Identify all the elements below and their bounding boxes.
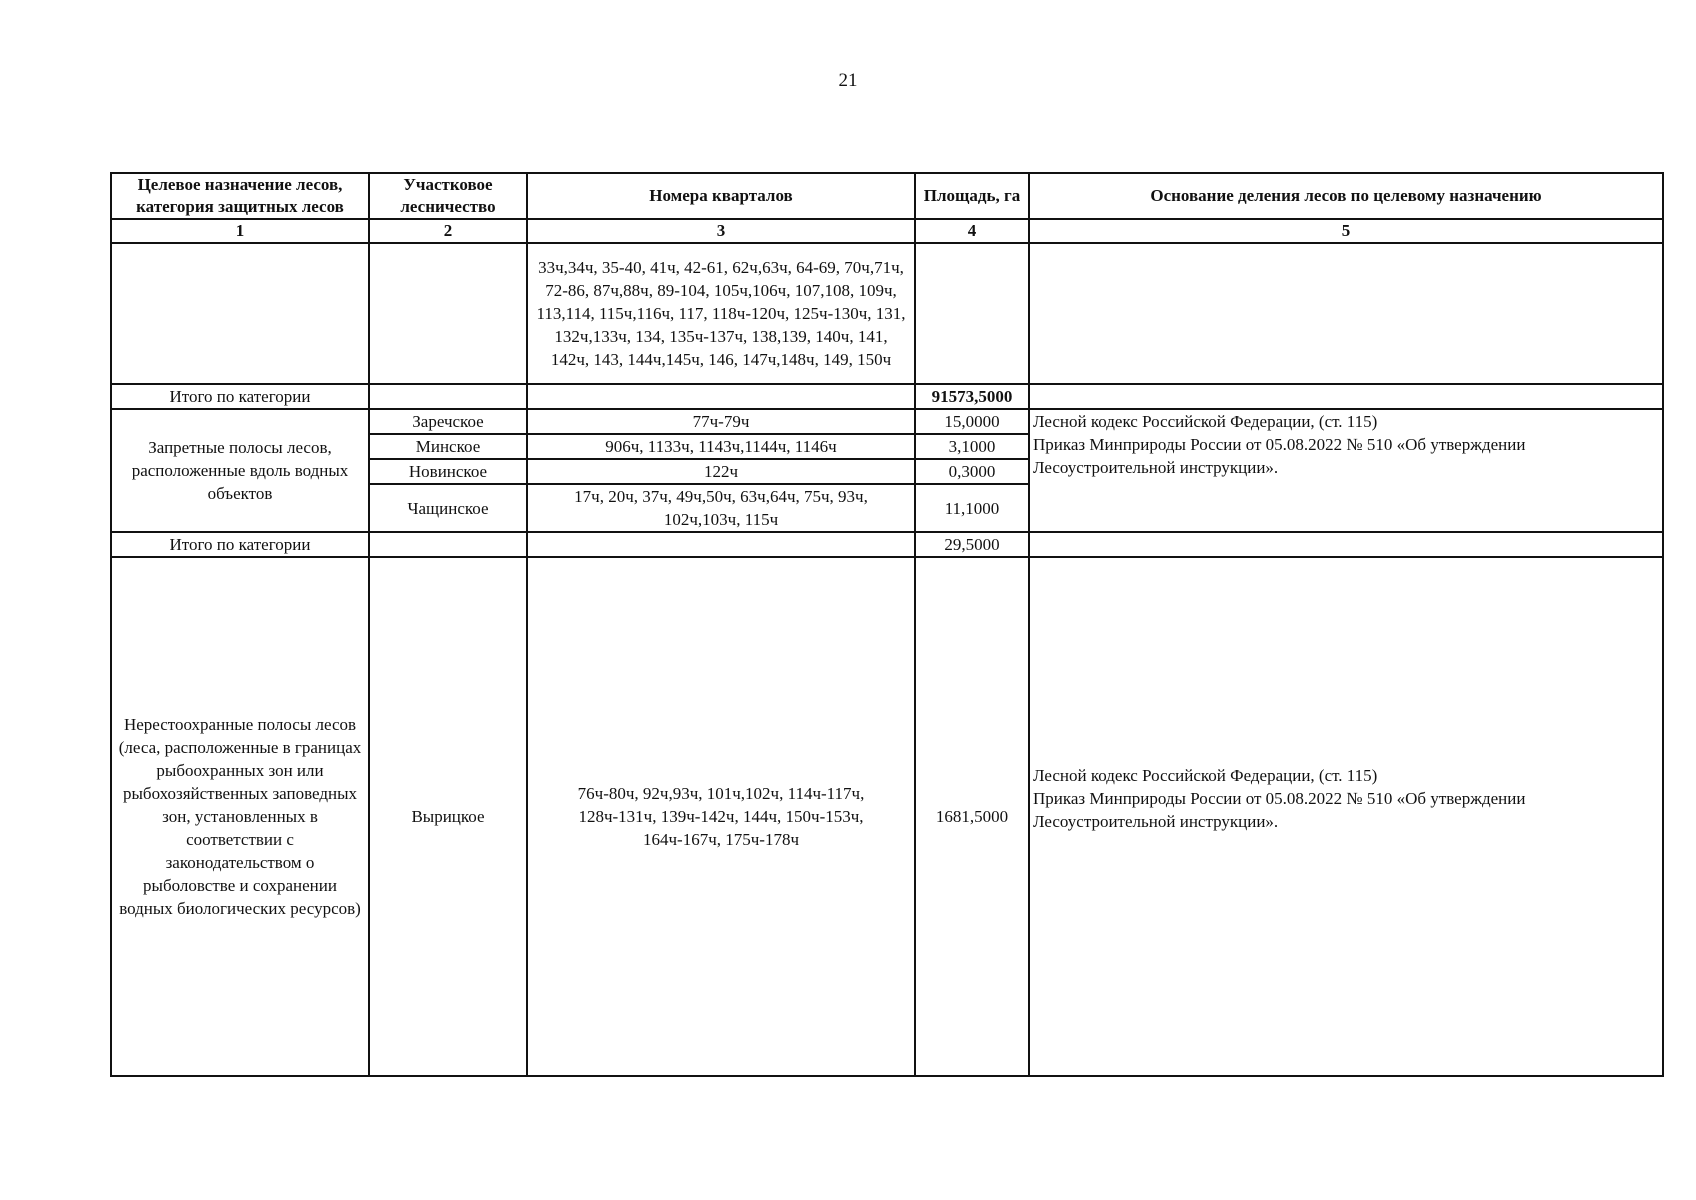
- category-title: Нерестоохранные полосы лесов: [123, 715, 357, 734]
- cell-total-area: 91573,5000: [915, 384, 1029, 409]
- cell-forestry: Заречское: [369, 409, 527, 434]
- column-number: 5: [1029, 219, 1663, 243]
- category-detail: (леса, расположенные в границах рыбоохранных зон или рыбохозяйственных заповедных зон, установленных в соответствии с законодательством о рыболовстве и сохранении водных биологических ресурсов): [118, 738, 362, 918]
- cell-empty: [1029, 243, 1663, 384]
- basis-line: Лесной кодекс Российской Федерации, (ст. 115): [1033, 766, 1378, 785]
- table-row: [111, 409, 1663, 434]
- cell-forestry: Чащинское: [369, 484, 527, 532]
- cell-basis: [1029, 557, 1663, 1076]
- cell-quarters: 77ч-79ч: [527, 409, 915, 434]
- cell-area: 11,1000: [915, 484, 1029, 532]
- cell-forestry: Вырицкое: [369, 557, 527, 1076]
- cell-quarters: 906ч, 1133ч, 1143ч,1144ч, 1146ч: [527, 434, 915, 459]
- header-area: Площадь, га: [915, 173, 1029, 219]
- cell-total-label: Итого по категории: [111, 532, 369, 557]
- cell-empty: [915, 243, 1029, 384]
- cell-empty: [111, 243, 369, 384]
- cell-forestry: Новинское: [369, 459, 527, 484]
- cell-quarters: 122ч: [527, 459, 915, 484]
- header-purpose: Целевое назначение лесов, категория защитных лесов: [111, 173, 369, 219]
- cell-empty: [369, 384, 527, 409]
- table-row: [111, 557, 1663, 1076]
- column-number: 1: [111, 219, 369, 243]
- cell-quarters: 33ч,34ч, 35-40, 41ч, 42-61, 62ч,63ч, 64-69, 70ч,71ч, 72-86, 87ч,88ч, 89-104, 105ч,106ч, 107,108, 109ч, 113,114, 115ч,116ч, 117, 118ч-120ч, 125ч-130ч, 131, 132ч,133ч, 134, 135ч-137ч, 138,139, 140ч, 141, 142ч, 143, 144ч,145ч, 146, 147ч,148ч, 149, 150ч: [527, 243, 915, 384]
- cell-empty: [369, 243, 527, 384]
- cell-empty: [527, 532, 915, 557]
- cell-empty: [527, 384, 915, 409]
- basis-line: Приказ Минприроды России от 05.08.2022 № 510 «Об утверждении Лесоустроительной инструкции».: [1033, 789, 1526, 831]
- cell-area: 1681,5000: [915, 557, 1029, 1076]
- table-header-row: [111, 173, 1663, 219]
- basis-line: Лесной кодекс Российской Федерации, (ст. 115): [1033, 412, 1378, 431]
- cell-empty: [1029, 532, 1663, 557]
- cell-empty: [369, 532, 527, 557]
- column-number-row: [111, 219, 1663, 243]
- cell-forestry: Минское: [369, 434, 527, 459]
- cell-basis: [1029, 409, 1663, 532]
- cell-area: 15,0000: [915, 409, 1029, 434]
- header-forestry: Участковое лесничество: [369, 173, 527, 219]
- header-basis: Основание деления лесов по целевому назначению: [1029, 173, 1663, 219]
- cell-total-area: 29,5000: [915, 532, 1029, 557]
- forest-purpose-table: [110, 172, 1664, 1077]
- basis-line: Приказ Минприроды России от 05.08.2022 № 510 «Об утверждении Лесоустроительной инструкции».: [1033, 435, 1526, 477]
- table-row-total: [111, 384, 1663, 409]
- cell-quarters: 76ч-80ч, 92ч,93ч, 101ч,102ч, 114ч-117ч, 128ч-131ч, 139ч-142ч, 144ч, 150ч-153ч, 164ч-167ч, 175ч-178ч: [527, 557, 915, 1076]
- column-number: 3: [527, 219, 915, 243]
- header-quarters: Номера кварталов: [527, 173, 915, 219]
- table-row: [111, 243, 1663, 384]
- cell-quarters: 17ч, 20ч, 37ч, 49ч,50ч, 63ч,64ч, 75ч, 93ч, 102ч,103ч, 115ч: [527, 484, 915, 532]
- cell-area: 3,1000: [915, 434, 1029, 459]
- cell-total-label: Итого по категории: [111, 384, 369, 409]
- table-row-total: [111, 532, 1663, 557]
- cell-empty: [1029, 384, 1663, 409]
- column-number: 4: [915, 219, 1029, 243]
- page-number: 21: [838, 70, 858, 91]
- cell-category: Запретные полосы лесов, расположенные вдоль водных объектов: [111, 409, 369, 532]
- cell-category: [111, 557, 369, 1076]
- cell-area: 0,3000: [915, 459, 1029, 484]
- column-number: 2: [369, 219, 527, 243]
